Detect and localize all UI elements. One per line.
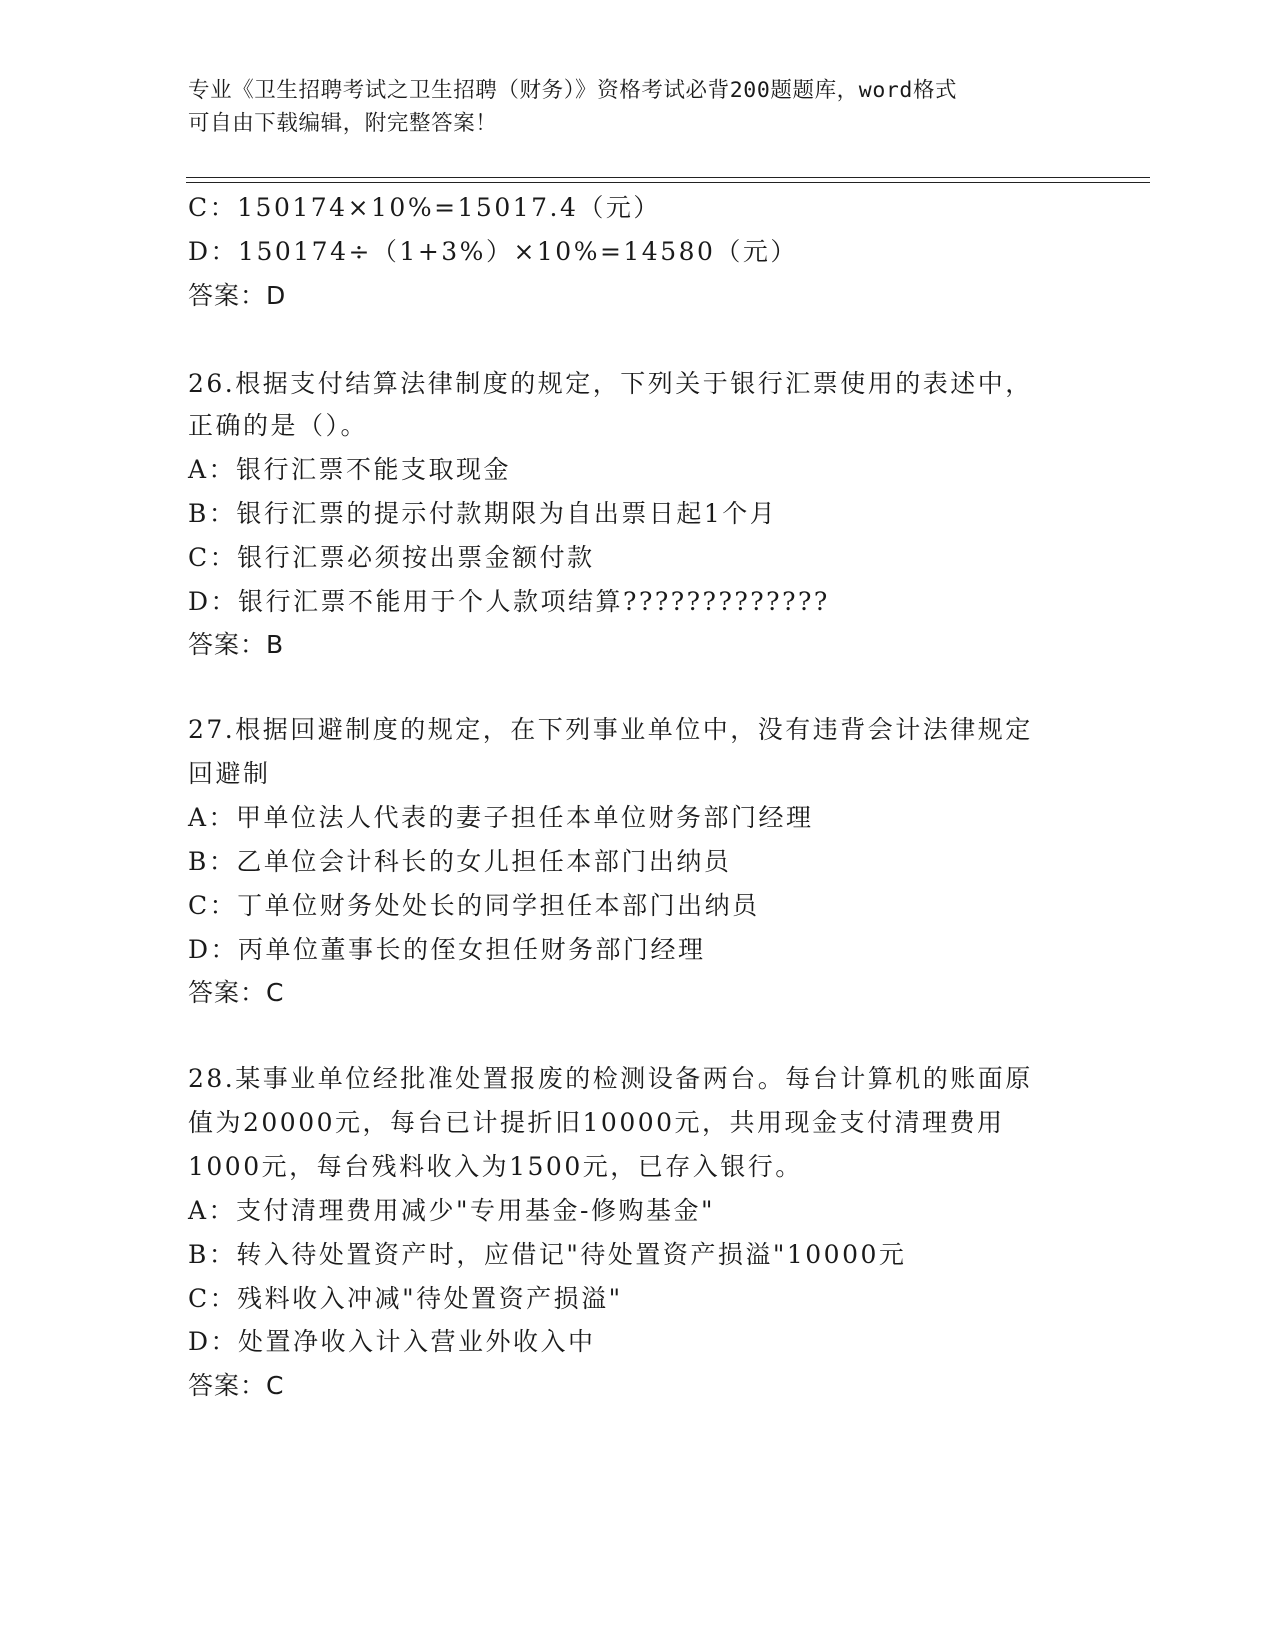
q28-stem-line-3: 1000元，每台残料收入为1500元，已存入银行。 (188, 1152, 803, 1181)
q28-answer: 答案：C (188, 1371, 285, 1400)
q25-option-c: C：150174×10%=15017.4（元） (188, 193, 661, 222)
q28-option-c: C：残料收入冲减"待处置资产损溢" (188, 1284, 623, 1313)
q27-option-d: D：丙单位董事长的侄女担任财务部门经理 (188, 935, 706, 964)
q26-stem-line-1: 26.根据支付结算法律制度的规定，下列关于银行汇票使用的表述中， (188, 369, 1033, 398)
q26-answer: 答案：B (188, 630, 285, 659)
q27-option-a: A：甲单位法人代表的妻子担任本单位财务部门经理 (188, 803, 814, 832)
q25-answer: 答案：D (188, 281, 287, 310)
q26-option-d: D：银行汇票不能用于个人款项结算????????????? (188, 587, 830, 616)
q28-option-b: B：转入待处置资产时，应借记"待处置资产损溢"10000元 (188, 1240, 907, 1269)
q27-option-b: B：乙单位会计科长的女儿担任本部门出纳员 (188, 847, 732, 876)
q25-option-d: D：150174÷（1+3%）×10%=14580（元） (188, 237, 798, 266)
header-title-line-2: 可自由下载编辑，附完整答案！ (188, 111, 498, 136)
header-divider-bottom (186, 182, 1150, 183)
q27-stem-line-1: 27.根据回避制度的规定，在下列事业单位中，没有违背会计法律规定 (188, 715, 1033, 744)
q27-stem-line-2: 回避制 (188, 759, 271, 788)
q27-answer: 答案：C (188, 978, 285, 1007)
q28-option-d: D：处置净收入计入营业外收入中 (188, 1327, 596, 1356)
q27-option-c: C：丁单位财务处处长的同学担任本部门出纳员 (188, 891, 760, 920)
q26-option-c: C：银行汇票必须按出票金额付款 (188, 543, 595, 572)
q28-stem-line-1: 28.某事业单位经批准处置报废的检测设备两台。每台计算机的账面原 (188, 1064, 1033, 1093)
document-header (188, 74, 1068, 140)
header-title-line-1: 专业《卫生招聘考试之卫生招聘（财务）》资格考试必背200题题库，word格式 (188, 78, 958, 103)
header-divider-top (186, 177, 1150, 178)
q26-option-a: A：银行汇票不能支取现金 (188, 455, 512, 484)
q28-stem-line-2: 值为20000元，每台已计提折旧10000元，共用现金支付清理费用 (188, 1108, 1005, 1137)
q26-stem-line-2: 正确的是（）。 (188, 411, 369, 440)
q28-option-a: A：支付清理费用减少"专用基金-修购基金" (188, 1196, 716, 1225)
q26-option-b: B：银行汇票的提示付款期限为自出票日起1个月 (188, 499, 778, 528)
